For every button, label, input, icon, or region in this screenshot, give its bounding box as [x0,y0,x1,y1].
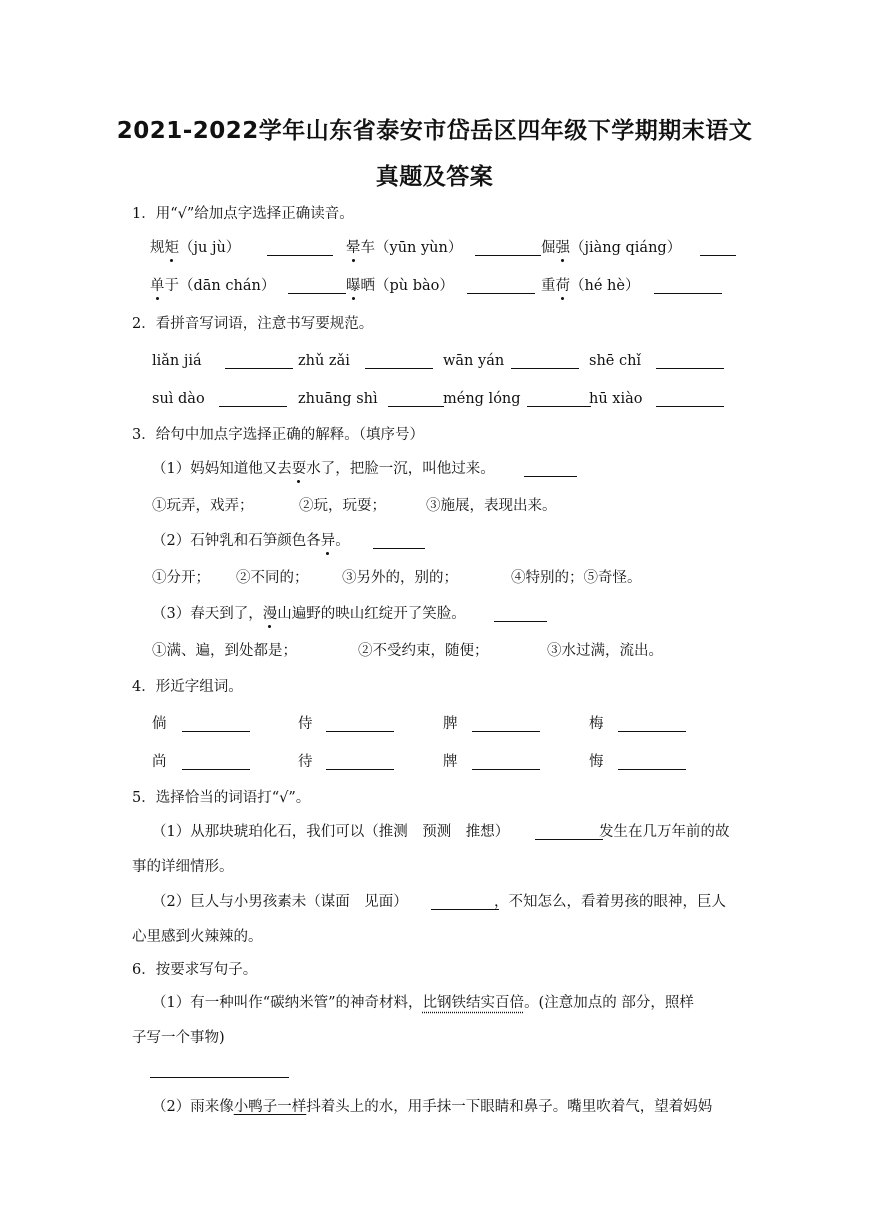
exam-title-line1: 2021-2022学年山东省泰安市岱岳区四年级下学期期末语文 [116,118,753,144]
answer-blank[interactable] [654,277,722,294]
q1-item: 晕车（yūn yùn） [346,240,463,256]
q2-stem: 2．看拼音写词语，注意书写要规范。 [132,316,374,332]
q1-item: 曝晒（pù bào） [346,278,454,294]
q5-sentence: 心里感到火辣辣的。 [132,929,263,945]
q5-sentence: 事的详细情形。 [132,859,234,875]
q3-option: ③水过满，流出。 [547,643,663,659]
pinyin-item: liǎn jiá [152,353,202,369]
answer-blank[interactable] [475,239,541,256]
char-item: 侍 [298,716,313,732]
q3-stem: 3．给句中加点字选择正确的解释。（填序号） [132,427,424,443]
answer-blank[interactable] [326,715,394,732]
char-item: 梅 [589,716,604,732]
answer-blank[interactable] [182,715,250,732]
q1-stem: 1．用“√”给加点字选择正确读音。 [132,206,354,222]
q5-sentence: （1）从那块琥珀化石，我们可以（推测 预测 推想） [152,824,510,840]
answer-blank[interactable] [494,605,547,622]
char-item: 脾 [443,716,458,732]
answer-blank[interactable] [225,352,293,369]
char-item: 悔 [589,754,604,770]
answer-blank[interactable] [388,390,444,407]
q3-option: ③另外的，别的； [342,570,458,586]
pinyin-item: shē chǐ [589,353,642,369]
pinyin-item: hū xiào [589,391,643,407]
q6-stem: 6．按要求写句子。 [132,962,258,978]
answer-blank[interactable] [472,715,540,732]
pinyin-item: wān yán [443,353,505,369]
char-item: 尚 [152,754,167,770]
q1-item: 重荷（hé hè） [541,278,640,294]
pinyin-item: méng lóng [443,391,521,407]
answer-blank[interactable] [182,753,250,770]
answer-blank[interactable] [431,893,499,910]
q5-sentence: （2）巨人与小男孩素未（谋面 见面） [152,894,408,910]
answer-blank[interactable] [267,239,333,256]
q3-option: ②不受约束，随便； [358,643,489,659]
answer-blank[interactable] [472,753,540,770]
q3-sentence: （1）妈妈知道他又去耍水了，把脸一沉，叫他过来。 [152,461,495,477]
answer-blank[interactable] [527,390,591,407]
answer-blank[interactable] [524,460,577,477]
q3-option: ③施展，表现出来。 [426,498,557,514]
answer-blank[interactable] [656,390,724,407]
q4-stem: 4．形近字组词。 [132,679,243,695]
pinyin-item: zhuāng shì [298,391,378,407]
answer-blank[interactable] [326,753,394,770]
answer-blank[interactable] [656,352,724,369]
pinyin-item: suì dào [152,391,205,407]
dotted-phrase: 比钢铁结实百倍 [422,995,525,1011]
q5-sentence: ，不知怎么，看着男孩的眼神，巨人 [494,894,726,910]
q3-option: ②玩，玩耍； [299,498,386,514]
answer-blank[interactable] [219,390,287,407]
q3-option: ②不同的； [236,570,309,586]
q3-option: ④特别的；⑤奇怪。 [511,570,642,586]
answer-blank[interactable] [618,715,686,732]
q3-option: ①满、遍，到处都是； [152,643,297,659]
char-item: 倘 [152,716,167,732]
answer-blank[interactable] [288,277,346,294]
q1-item: 倔强（jiàng qiáng） [541,240,682,256]
underlined-phrase: 小鸭子一样 [233,1099,307,1115]
q5-sentence: 发生在几万年前的故 [599,824,730,840]
q1-item: 单于（dān chán） [150,278,276,294]
answer-blank[interactable] [535,823,603,840]
answer-blank[interactable] [373,532,425,549]
answer-line[interactable] [150,1076,289,1078]
q3-sentence: （3）春天到了，漫山遍野的映山红绽开了笑脸。 [152,606,466,622]
exam-title-line2: 真题及答案 [375,164,494,190]
q5-stem: 5．选择恰当的词语打“√”。 [132,790,311,806]
q3-sentence: （2）石钟乳和石笋颜色各异。 [152,533,350,549]
answer-blank[interactable] [365,352,433,369]
answer-blank[interactable] [511,352,579,369]
q1-item: 规矩（ju jù） [150,240,241,256]
q3-option: ①分开； [152,570,210,586]
q3-option: ①玩弄，戏弄； [152,498,254,514]
q6-sentence: （2）雨来像小鸭子一样抖着头上的水，用手抹一下眼睛和鼻子。嘴里吹着气，望着妈妈 [152,1099,713,1115]
char-item: 牌 [443,754,458,770]
q6-sentence: （1）有一种叫作“碳纳米管”的神奇材料，比钢铁结实百倍。(注意加点的 部分，照样 [152,995,694,1011]
char-item: 待 [298,754,313,770]
answer-blank[interactable] [700,239,736,256]
pinyin-item: zhǔ zǎi [298,353,350,369]
answer-blank[interactable] [618,753,686,770]
q6-sentence: 子写一个事物) [132,1030,225,1046]
answer-blank[interactable] [467,277,535,294]
